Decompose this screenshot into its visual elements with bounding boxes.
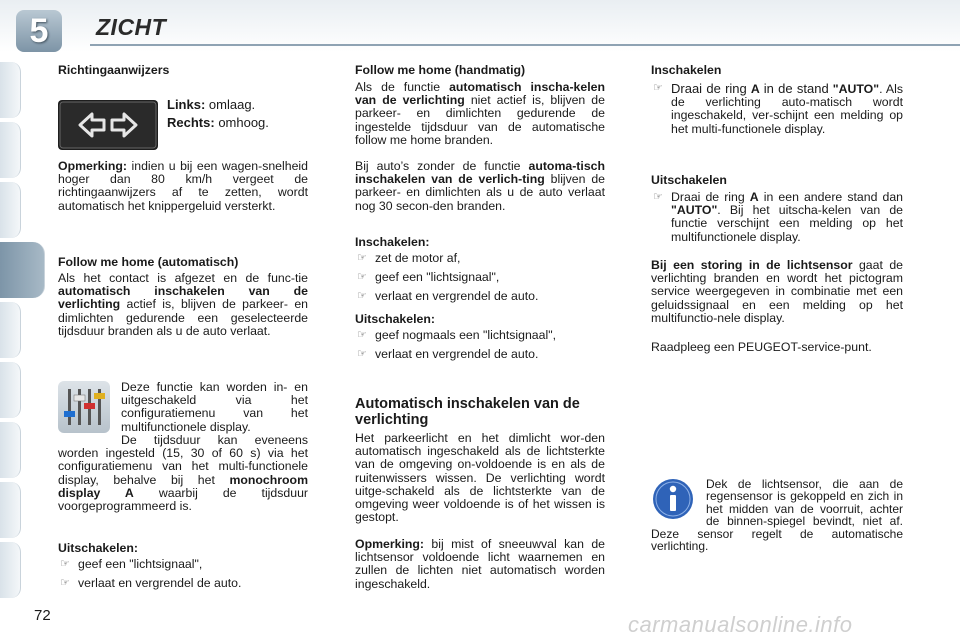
list-item: ☞ geef nogmaals een "lichtsignaal", [357,328,557,342]
section-heading: Automatisch inschakelen van de verlichting [355,396,580,428]
section-title: Uitschakelen: [58,541,138,555]
config-paragraph-1: Deze functie kan worden in- en uitgeschakeld via het configuratiemenu van het multifunctionele display. [121,380,308,434]
section-title: Uitschakelen: [355,312,435,326]
list-item: ☞ verlaat en vergrendel de auto. [60,576,242,591]
storing-paragraph: Bij een storing in de lichtsensor gaat de verlichting branden en wordt het pictogram service weergegeven in combinatie met een geluidssignaal en een melding op het multifunctio-nele display. [651,258,903,325]
uit-list [355,329,605,361]
opmerking-paragraph: Opmerking: indien u bij een wagen-snelheid hoger dan 80 km/h vergeet de richtingaanwijzers af te zetten, wordt automatisch het knippergeluid versterkt. [58,159,308,213]
chapter-tab[interactable] [0,422,21,478]
fmh-auto-paragraph: Als het contact is afgezet en de func-tie automatisch inschakelen van de verlichting actief is, blijven de parkeer- en dimlichten gedurende een geselecteerde tijdsduur branden als u de auto verlaat. [58,271,308,338]
page-number: 72 [34,607,51,624]
list-item: ☞ verlaat en vergrendel de auto. [357,347,539,362]
list-item: ☞ geef een "lichtsignaal", [357,270,500,285]
uitschakelen-item: ☞ Draai de ring A in een andere stand dan "AUTO". Bij het uitscha-kelen van de functie verschijnt een melding op het multifunctionele display. [653,190,903,244]
chapter-tab[interactable] [0,302,21,358]
section-title: Follow me home (handmatig) [355,63,526,77]
pointer-icon: ☞ [357,348,367,361]
config-menu-icon [58,381,110,433]
list-item: ☞ geef een "lichtsignaal", [60,557,203,571]
section-title: Inschakelen: [355,235,430,249]
fmh-hand-paragraph-2: Bij auto’s zonder de functie automa-tisch inschakelen van de verlich-ting blijven de parkeer- en dimlichten als u de auto verlaat nog 30 secon-den branden. [355,159,606,213]
list-item: ☞ zet de motor af, [357,251,461,265]
chapter-tab[interactable] [0,182,21,238]
section-title: Richtingaanwijzers [58,63,170,77]
chapter-badge: 5 [16,10,62,52]
section-title: Inschakelen [651,63,722,77]
opmerking-paragraph: Opmerking: bij mist of sneeuwval kan de lichtsensor voldoende licht waarnemen en zullen de lichten niet automatisch worden ingeschakeld. [355,537,606,591]
pointer-icon: ☞ [60,558,70,570]
raadpleeg-paragraph: Raadpleeg een PEUGEOT-service-punt. [651,340,872,354]
pointer-icon: ☞ [357,290,367,303]
header-divider [90,44,960,46]
rechts-line: Rechts: omhoog. [167,115,269,130]
chapter-tab-active[interactable] [0,242,45,298]
fmh-hand-paragraph-1: Als de functie automatisch inscha-kelen van de verlichting niet actief is, blijven de parkeer- en dimlichten gedurende de ingestelde tijdsduur van de automatische follow me home branden. [355,80,606,147]
section-title: Follow me home (automatisch) [58,255,239,269]
pointer-icon: ☞ [60,577,70,590]
inschakelen-item: ☞ Draai de ring A in de stand "AUTO". Als de verlichting auto-matisch wordt ingeschakeld, ver-schijnt een melding op het multi-functionele display. [653,81,903,136]
chapter-tab[interactable] [0,482,21,538]
chapter-tab[interactable] [0,362,21,418]
chapter-tab[interactable] [0,62,21,118]
auto-paragraph: Het parkeerlicht en het dimlicht wor-den automatisch ingeschakeld als de lichtsterkte van de omgeving on-voldoende is en als de ruitenwissers wissen. De verlichting wordt uitge-schakeld als de lichtsterkte van de omgeving weer voldoende is of het wissen is gestopt. [355,431,605,525]
chapter-tab[interactable] [0,542,21,598]
links-line: Links: omlaag. [167,97,256,112]
info-paragraph: Dek de lichtsensor, die aan de regensensor is gekoppeld en zich in het midden van de voorruit, achter de binnen-spiegel bevindt, niet af. Deze sensor regelt de automatische verlichting. [651,477,903,554]
turn-signal-icon [58,100,158,150]
pointer-icon: ☞ [357,329,367,341]
pointer-icon: ☞ [653,191,663,203]
section-title: Uitschakelen [651,173,727,187]
in-list [355,252,605,304]
pointer-icon: ☞ [653,82,663,94]
list-item: ☞ verlaat en vergrendel de auto. [357,289,539,304]
watermark: carmanualsonline.info [628,612,853,637]
config-paragraph-2: De tijdsduur kan eveneens worden ingesteld (15, 30 of 60 s) via het configuratiemenu van het multi-functionele display, behalve bij het monochroom display A waarbij de tijdsduur voorgeprogrammeerd is. [58,433,309,514]
pointer-icon: ☞ [357,271,367,284]
pointer-icon: ☞ [357,252,367,264]
chapter-tab[interactable] [0,122,21,178]
chapter-title: ZICHT [96,14,167,40]
uit-list [58,558,308,590]
